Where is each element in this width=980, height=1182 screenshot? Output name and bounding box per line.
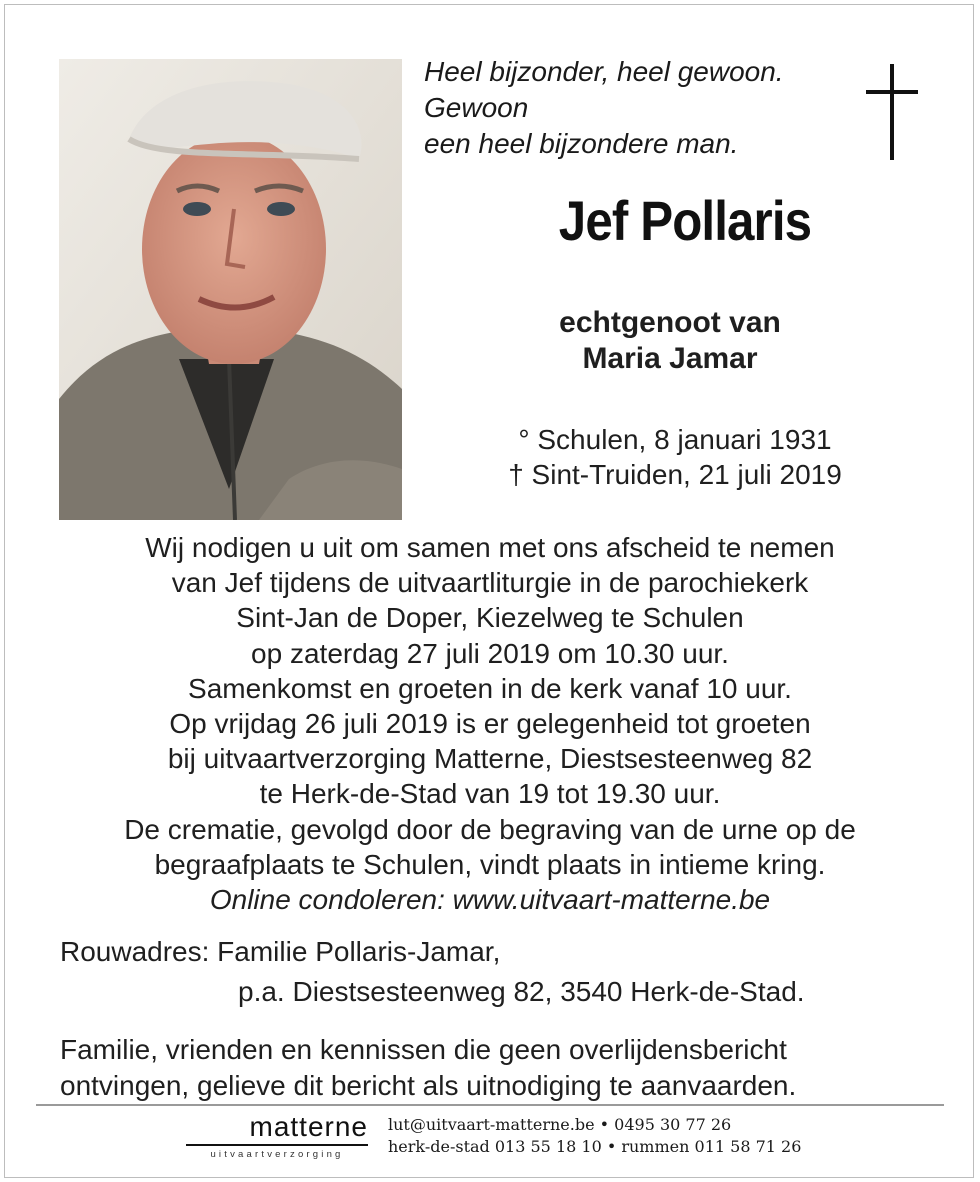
footer-contact [388,1114,801,1158]
logo-wordmark: matterne [249,1111,368,1142]
birth-date: Schulen, 8 januari 1931 [537,424,832,455]
closing-note [60,1032,796,1104]
life-dates [440,422,910,492]
death-line [440,457,910,492]
motto-line: Heel bijzonder, heel gewoon. [424,56,784,87]
invitation-line: van Jef tijdens de uitvaartliturgie in de parochiekerk [171,567,809,599]
closing-line: Familie, vrienden en kennissen die geen overlijdensbericht [60,1034,787,1065]
matterne-logo [186,1112,368,1160]
contact-line-2: herk-de-stad 013 55 18 10 • rummen 011 58 71 26 [388,1137,802,1156]
invitation-line: te Herk-de-Stad van 19 tot 19.30 uur. [259,778,721,810]
motto-line: een heel bijzondere man. [424,128,739,159]
death-date: Sint-Truiden, 21 juli 2019 [531,459,842,490]
invitation-line: begraafplaats te Schulen, vindt plaats in intieme kring. [154,848,826,880]
birth-symbol-icon: ° [518,424,530,455]
invitation-text [40,530,940,917]
invitation-line: Samenkomst en groeten in de kerk vanaf 10 uur. [188,672,792,704]
footer-divider [36,1104,944,1106]
invitation-line: bij uitvaartverzorging Matterne, Diestsesteenweg 82 [167,743,813,775]
invitation-line: Wij nodigen u uit om samen met ons afscheid te nemen [145,532,835,563]
address-line-1: Rouwadres: Familie Pollaris-Jamar, [60,936,501,967]
invitation-line: De crematie, gevolgd door de begraving van de urne op de [124,813,856,845]
invitation-line: op zaterdag 27 juli 2019 om 10.30 uur. [251,637,729,669]
motto-line: Gewoon [424,92,529,123]
portrait-photo [59,59,402,520]
portrait-illustration [59,59,402,520]
invitation-line: Op vrijdag 26 juli 2019 is er gelegenheid tot groeten [169,708,811,740]
cross-icon [862,64,922,160]
invitation-line: Sint-Jan de Doper, Kiezelweg te Schulen [236,602,744,634]
closing-line: ontvingen, gelieve dit bericht als uitnodiging te aanvaarden. [60,1070,797,1101]
logo-underline [186,1144,368,1146]
address-line-2: p.a. Diestsesteenweg 82, 3540 Herk-de-Stad. [238,976,805,1007]
spouse-relation: echtgenoot van [559,306,781,339]
contact-line-1[interactable]: lut@uitvaart-matterne.be • 0495 30 77 26 [388,1115,732,1134]
spouse-info [470,305,870,377]
mourning-address [60,932,805,1012]
online-condolence-link[interactable]: Online condoleren: www.uitvaart-matterne.be [209,884,771,916]
motto [424,54,784,162]
birth-line [440,422,910,457]
spouse-name: Maria Jamar [582,342,758,375]
logo-tagline: uitvaartverzorging [210,1149,344,1160]
death-cross-icon: † [508,459,524,490]
deceased-name: Jef Pollaris [558,189,812,252]
